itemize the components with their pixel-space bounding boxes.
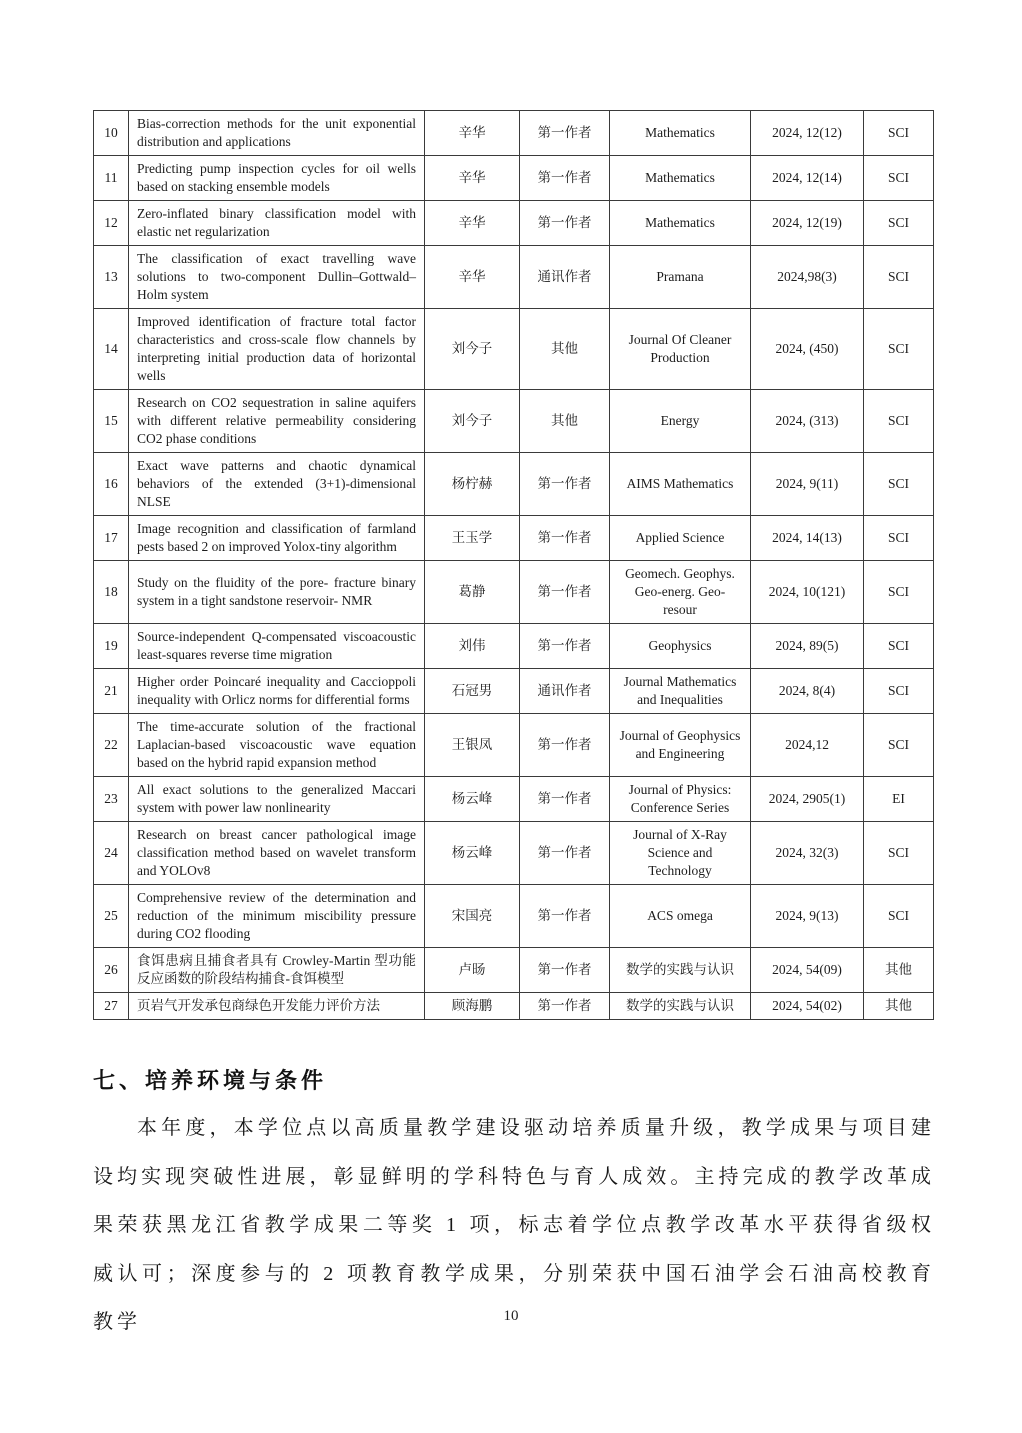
table-row (94, 777, 934, 822)
table-cell-author: 辛华 (425, 201, 520, 246)
table-cell-role: 通讯作者 (520, 246, 610, 309)
table-cell-index: SCI (864, 156, 934, 201)
table-cell-issue: 2024, 8(4) (751, 669, 864, 714)
table-cell-author: 辛华 (425, 111, 520, 156)
table-cell-issue: 2024, 12(19) (751, 201, 864, 246)
table-cell-num: 21 (94, 669, 129, 714)
table-cell-title: 食饵患病且捕食者具有 Crowley-Martin 型功能反应函数的阶段结构捕食-食饵模型 (129, 948, 425, 993)
table-cell-role: 第一作者 (520, 561, 610, 624)
table-cell-journal: 数学的实践与认识 (610, 993, 751, 1020)
table-cell-index: SCI (864, 624, 934, 669)
table-cell-role: 第一作者 (520, 714, 610, 777)
table-cell-index: SCI (864, 201, 934, 246)
table-cell-author: 宋国亮 (425, 885, 520, 948)
table-cell-num: 19 (94, 624, 129, 669)
table-cell-issue: 2024, 10(121) (751, 561, 864, 624)
table-cell-author: 顾海鹏 (425, 993, 520, 1020)
table-cell-num: 17 (94, 516, 129, 561)
table-cell-title: Research on CO2 sequestration in saline aquifers with different relative permeability considering CO2 phase conditions (129, 390, 425, 453)
table-cell-index: SCI (864, 309, 934, 390)
table-cell-issue: 2024, 9(11) (751, 453, 864, 516)
table-cell-issue: 2024, 12(12) (751, 111, 864, 156)
table-cell-index: SCI (864, 669, 934, 714)
table-cell-issue: 2024, 32(3) (751, 822, 864, 885)
table-cell-journal: Journal of Geophysics and Engineering (610, 714, 751, 777)
table-cell-num: 12 (94, 201, 129, 246)
table-cell-journal: 数学的实践与认识 (610, 948, 751, 993)
table-cell-journal: Mathematics (610, 111, 751, 156)
table-row (94, 201, 934, 246)
table-cell-index: SCI (864, 561, 934, 624)
table-cell-author: 杨柠赫 (425, 453, 520, 516)
table-cell-title: Higher order Poincaré inequality and Caccioppoli inequality with Orlicz norms for differential forms (129, 669, 425, 714)
table-row (94, 948, 934, 993)
table-cell-role: 第一作者 (520, 777, 610, 822)
table-cell-author: 刘伟 (425, 624, 520, 669)
table-cell-title: Research on breast cancer pathological image classification method based on wavelet transform and YOLOv8 (129, 822, 425, 885)
table-row (94, 822, 934, 885)
table-cell-role: 第一作者 (520, 822, 610, 885)
publications-table-body (94, 111, 934, 1020)
table-row (94, 453, 934, 516)
table-cell-role: 第一作者 (520, 993, 610, 1020)
table-cell-journal: Geophysics (610, 624, 751, 669)
table-cell-issue: 2024, 54(09) (751, 948, 864, 993)
table-cell-author: 卢旸 (425, 948, 520, 993)
table-cell-title: Source-independent Q-compensated viscoacoustic least-squares reverse time migration (129, 624, 425, 669)
table-cell-index: 其他 (864, 948, 934, 993)
table-cell-author: 葛静 (425, 561, 520, 624)
table-cell-role: 其他 (520, 390, 610, 453)
table-cell-num: 16 (94, 453, 129, 516)
table-cell-role: 第一作者 (520, 111, 610, 156)
table-cell-journal: Pramana (610, 246, 751, 309)
table-cell-role: 第一作者 (520, 624, 610, 669)
table-row (94, 246, 934, 309)
table-cell-issue: 2024, 9(13) (751, 885, 864, 948)
table-cell-num: 26 (94, 948, 129, 993)
table-row (94, 714, 934, 777)
table-cell-journal: AIMS Mathematics (610, 453, 751, 516)
table-cell-author: 石冠男 (425, 669, 520, 714)
table-row (94, 156, 934, 201)
table-cell-journal: Mathematics (610, 156, 751, 201)
table-cell-num: 18 (94, 561, 129, 624)
table-cell-title: Study on the fluidity of the pore- fracture binary system in a tight sandstone reservoir- NMR (129, 561, 425, 624)
table-cell-journal: Journal Mathematics and Inequalities (610, 669, 751, 714)
table-cell-role: 第一作者 (520, 453, 610, 516)
table-cell-journal: ACS omega (610, 885, 751, 948)
table-cell-title: Predicting pump inspection cycles for oil wells based on stacking ensemble models (129, 156, 425, 201)
table-cell-role: 通讯作者 (520, 669, 610, 714)
table-cell-issue: 2024,98(3) (751, 246, 864, 309)
table-cell-author: 刘今子 (425, 309, 520, 390)
table-cell-title: Bias-correction methods for the unit exponential distribution and applications (129, 111, 425, 156)
table-cell-num: 25 (94, 885, 129, 948)
table-cell-issue: 2024, 14(13) (751, 516, 864, 561)
table-cell-issue: 2024, 89(5) (751, 624, 864, 669)
table-row (94, 624, 934, 669)
table-cell-role: 第一作者 (520, 885, 610, 948)
table-row (94, 669, 934, 714)
table-row (94, 516, 934, 561)
table-cell-author: 王玉学 (425, 516, 520, 561)
table-cell-title: Image recognition and classification of farmland pests based 2 on improved Yolox-tiny algorithm (129, 516, 425, 561)
table-cell-author: 辛华 (425, 156, 520, 201)
table-cell-title: All exact solutions to the generalized Maccari system with power law nonlinearity (129, 777, 425, 822)
table-cell-role: 第一作者 (520, 201, 610, 246)
table-cell-num: 11 (94, 156, 129, 201)
publications-table (93, 110, 934, 1020)
table-cell-journal: Journal of X-Ray Science and Technology (610, 822, 751, 885)
table-cell-issue: 2024, (313) (751, 390, 864, 453)
table-cell-journal: Geomech. Geophys. Geo-energ. Geo-resour (610, 561, 751, 624)
table-cell-index: SCI (864, 390, 934, 453)
table-cell-index: SCI (864, 246, 934, 309)
table-cell-author: 王银凤 (425, 714, 520, 777)
table-cell-issue: 2024,12 (751, 714, 864, 777)
table-row (94, 993, 934, 1020)
table-cell-journal: Journal of Physics: Conference Series (610, 777, 751, 822)
section-heading: 七、培养环境与条件 (93, 1068, 328, 1093)
page-number: 10 (503, 1308, 519, 1324)
table-cell-issue: 2024, 54(02) (751, 993, 864, 1020)
table-cell-role: 第一作者 (520, 948, 610, 993)
table-cell-index: SCI (864, 714, 934, 777)
table-cell-num: 23 (94, 777, 129, 822)
table-cell-index: SCI (864, 111, 934, 156)
table-cell-role: 第一作者 (520, 156, 610, 201)
table-cell-index: SCI (864, 516, 934, 561)
table-cell-author: 辛华 (425, 246, 520, 309)
table-cell-title: Comprehensive review of the determination and reduction of the minimum miscibility pressure during CO2 flooding (129, 885, 425, 948)
table-row (94, 111, 934, 156)
table-cell-index: SCI (864, 885, 934, 948)
section-paragraph: 本年度，本学位点以高质量教学建设驱动培养质量升级，教学成果与项目建设均实现突破性进展，彰显鲜明的学科特色与育人成效。主持完成的教学改革成果荣获黑龙江省教学成果二等奖 1 项，标志着学位点教学改革水平获得省级权威认可；深度参与的 2 项教育教学成果，分别荣获中国石油学会石油高校教育教学 (93, 1117, 935, 1333)
table-cell-num: 27 (94, 993, 129, 1020)
table-cell-index: EI (864, 777, 934, 822)
table-cell-num: 24 (94, 822, 129, 885)
table-row (94, 561, 934, 624)
table-cell-journal: Journal Of Cleaner Production (610, 309, 751, 390)
table-cell-title: The classification of exact travelling wave solutions to two-component Dullin–Gottwald–Holm system (129, 246, 425, 309)
table-cell-journal: Applied Science (610, 516, 751, 561)
table-cell-num: 14 (94, 309, 129, 390)
table-cell-index: 其他 (864, 993, 934, 1020)
table-cell-title: Exact wave patterns and chaotic dynamical behaviors of the extended (3+1)-dimensional NLSE (129, 453, 425, 516)
table-cell-num: 13 (94, 246, 129, 309)
table-cell-index: SCI (864, 822, 934, 885)
table-cell-author: 刘今子 (425, 390, 520, 453)
table-cell-issue: 2024, (450) (751, 309, 864, 390)
table-cell-index: SCI (864, 453, 934, 516)
table-row (94, 390, 934, 453)
table-cell-issue: 2024, 2905(1) (751, 777, 864, 822)
table-cell-journal: Energy (610, 390, 751, 453)
table-cell-journal: Mathematics (610, 201, 751, 246)
table-cell-title: Improved identification of fracture total factor characteristics and cross-scale flow channels by interpreting initial production data of horizontal wells (129, 309, 425, 390)
table-cell-role: 第一作者 (520, 516, 610, 561)
table-cell-title: Zero-inflated binary classification model with elastic net regularization (129, 201, 425, 246)
table-cell-num: 15 (94, 390, 129, 453)
table-row (94, 885, 934, 948)
table-row (94, 309, 934, 390)
table-cell-issue: 2024, 12(14) (751, 156, 864, 201)
table-cell-num: 22 (94, 714, 129, 777)
table-cell-title: 页岩气开发承包商绿色开发能力评价方法 (129, 993, 425, 1020)
table-cell-author: 杨云峰 (425, 777, 520, 822)
table-cell-num: 10 (94, 111, 129, 156)
table-cell-title: The time-accurate solution of the fractional Laplacian-based viscoacoustic wave equation based on the hybrid rapid expansion method (129, 714, 425, 777)
table-cell-role: 其他 (520, 309, 610, 390)
table-cell-author: 杨云峰 (425, 822, 520, 885)
